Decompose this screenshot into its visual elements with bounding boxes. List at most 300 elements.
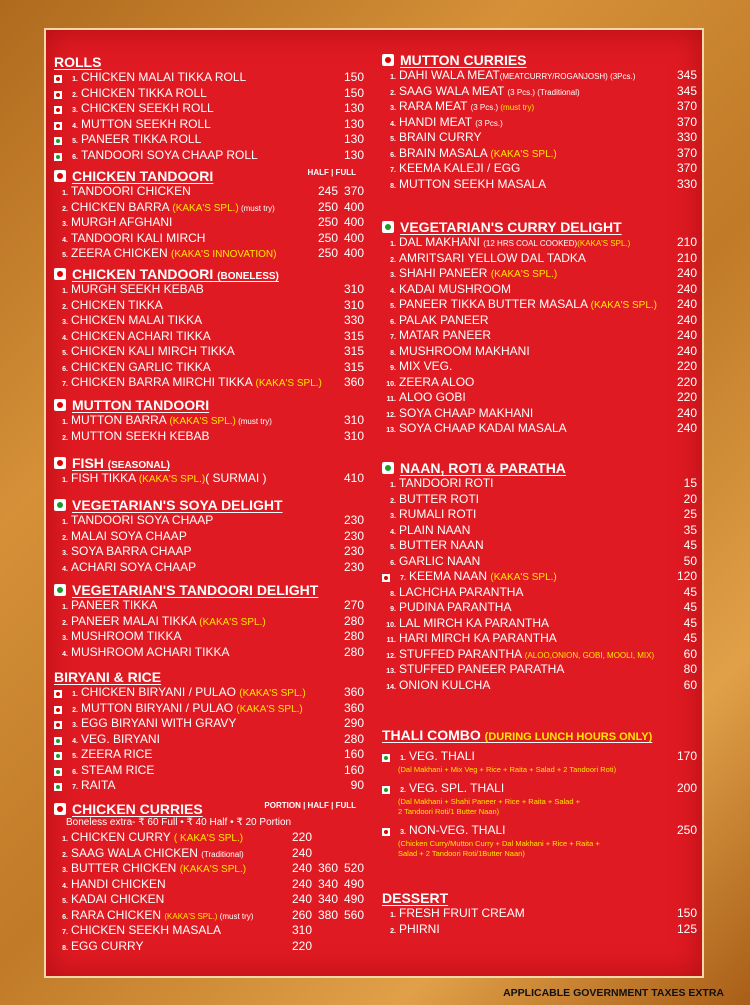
item-price: 370 [676, 114, 697, 129]
section-title [72, 582, 318, 598]
item-price: 370 [676, 161, 697, 175]
item-name: VEG. SPL. THALI [409, 781, 505, 795]
menu-item [382, 99, 697, 115]
menu-item [382, 616, 697, 632]
item-name [399, 130, 659, 144]
menu-item [382, 678, 697, 694]
item-number: 3. [62, 867, 68, 874]
item-name [81, 117, 326, 131]
item-number: 6. [62, 913, 68, 921]
menu-item [54, 892, 364, 908]
item-name-text: CHICKEN BARRA [71, 199, 173, 214]
item-name-text: SAAG WALA CHICKEN [71, 845, 202, 860]
item-name-text: CHICKEN MALAI TIKKA [71, 313, 203, 327]
item-number: 7. [390, 167, 396, 174]
section-chicken-curries [54, 801, 364, 954]
thali-description: (Chicken Curry/Mutton Curry + Dal Makhani + Rice + Raita + [398, 839, 600, 848]
item-name [71, 560, 326, 574]
item-number: 7. [390, 334, 396, 341]
menu-item [54, 429, 364, 445]
section-title [72, 801, 203, 817]
item-price: 250 [317, 230, 338, 245]
thali-item [382, 823, 697, 859]
item-special: (KAKA'S SPL.) [138, 474, 206, 485]
item-name [71, 375, 326, 389]
item-note: (3 Pcs.) [475, 118, 503, 128]
non-veg-icon [54, 399, 66, 411]
item-number: 7. [72, 784, 78, 791]
item-name [399, 662, 659, 676]
menu-item [382, 115, 697, 131]
item-number: 1. [62, 519, 68, 526]
item-number: 2. [62, 534, 68, 542]
item-name [71, 939, 274, 953]
section-title [54, 54, 101, 70]
item-note: (3 Pcs.) (Traditional) [507, 87, 580, 97]
item-name-text: VEG. BIRYANI [81, 731, 160, 746]
item-price: 340 [317, 892, 338, 906]
thali-description: (Dal Makhani + Mix Veg + Rice + Raita + Salad + 2 Tandoori Roti) [398, 765, 617, 774]
item-name-text: ZEERA CHICKEN [71, 246, 172, 260]
item-price: 400 [343, 246, 364, 260]
section-header [382, 890, 697, 906]
item-name-text: ZEERA ALOO [399, 374, 475, 389]
item-price: 280 [343, 613, 364, 628]
item-number: 4. [62, 882, 68, 890]
menu-item [382, 68, 697, 84]
menu-item [54, 375, 364, 391]
item-name [399, 616, 659, 630]
item-number: 3. [390, 513, 396, 520]
item-number: 3. [72, 722, 78, 729]
item-price: 315 [343, 328, 364, 343]
price-columns-header: HALF | FULL [307, 168, 356, 177]
menu-item [54, 329, 364, 345]
menu-item [382, 631, 697, 647]
veg-mark-icon [54, 768, 62, 776]
menu-item [54, 877, 364, 893]
menu-item [54, 923, 364, 939]
item-number: 1. [390, 912, 396, 919]
item-number: 9. [390, 606, 396, 613]
item-name [71, 598, 326, 612]
item-name-text: HANDI CHICKEN [71, 876, 166, 891]
veg-icon [382, 221, 394, 233]
item-name-text: CHICKEN BARRA MIRCHI TIKKA [71, 375, 256, 389]
non-veg-mark-icon [382, 828, 390, 836]
non-veg-mark-icon [54, 690, 62, 698]
item-price: 250 [676, 823, 697, 837]
non-veg-icon [54, 170, 66, 182]
item-price: 310 [343, 282, 364, 296]
section-chicken-tandoori-boneless [54, 266, 364, 391]
item-number: 12. [386, 652, 396, 660]
item-name [399, 390, 659, 404]
item-name-text: MUTTON SEEKH KEBAB [71, 428, 210, 443]
item-number: 8. [390, 182, 396, 190]
section-title [72, 266, 279, 282]
item-price: 220 [676, 374, 697, 389]
menu-item [54, 148, 364, 164]
item-number: 2. [390, 927, 396, 935]
section-title-text: ROLLS [54, 54, 102, 70]
section-title [72, 397, 209, 413]
menu-item [382, 421, 697, 437]
item-name [399, 406, 659, 420]
item-number: 2. [400, 787, 406, 794]
section-title-text: MUTTON TANDOORI [72, 397, 210, 413]
item-name [71, 846, 274, 860]
menu-item [54, 344, 364, 360]
item-price: 240 [676, 343, 697, 358]
item-price: 45 [683, 631, 697, 645]
item-name [399, 678, 659, 692]
menu-item [54, 200, 364, 216]
item-special: (KAKA'S SPL.) [490, 572, 557, 583]
item-name-text: MURGH SEEKH KEBAB [71, 282, 204, 296]
menu-item [382, 266, 697, 282]
item-number: 13. [386, 668, 396, 675]
item-price: 220 [291, 830, 312, 844]
item-name [71, 861, 274, 875]
item-name-text: MATAR PANEER [399, 328, 492, 342]
item-special: (KAKA'S SPL.) [179, 864, 247, 875]
item-price: 240 [291, 876, 312, 891]
item-name [399, 922, 659, 936]
section-rolls [54, 54, 364, 163]
item-name-text: STEAM RICE [81, 762, 155, 777]
item-special: (must try) [498, 103, 535, 112]
item-number: 1. [390, 241, 396, 248]
item-name [71, 645, 326, 659]
item-number: 4. [72, 737, 78, 745]
menu-item [382, 476, 697, 492]
menu-item [382, 235, 697, 251]
menu-item [382, 569, 697, 585]
veg-icon [382, 462, 394, 474]
section-header [54, 266, 364, 282]
item-special: (KAKA'S SPL.) [164, 911, 218, 921]
item-name [71, 830, 274, 844]
item-price: 310 [343, 413, 364, 427]
item-number: 9. [390, 365, 396, 372]
menu-item [382, 585, 697, 601]
item-number: 2. [62, 851, 68, 859]
item-name: VEG. THALI [409, 749, 475, 763]
item-name [71, 513, 326, 527]
item-name: NON-VEG. THALI [409, 823, 506, 837]
item-price: 520 [343, 861, 364, 875]
item-name-text: CHICKEN BIRYANI / PULAO [81, 685, 240, 699]
item-price: 230 [343, 544, 364, 558]
menu-item [54, 184, 364, 200]
item-name-text: PUDINA PARANTHA [399, 600, 512, 614]
item-number: 10. [386, 380, 396, 388]
item-name-text: BRAIN MASALA [399, 145, 491, 160]
menu-item [54, 908, 364, 924]
item-name-text: RARA MEAT [399, 99, 471, 113]
item-name-text: ALOO GOBI [399, 390, 466, 404]
item-number: 1. [390, 74, 396, 81]
item-number: 3. [400, 829, 406, 836]
veg-mark-icon [54, 153, 62, 161]
item-number: 12. [386, 411, 396, 419]
item-price: 230 [343, 559, 364, 574]
item-price: 250 [317, 199, 338, 214]
item-name [399, 115, 659, 129]
item-price: 15 [683, 476, 697, 490]
item-price: 60 [683, 646, 697, 661]
menu-item [54, 685, 364, 701]
item-number: 3. [72, 107, 78, 114]
item-name-text: MUSHROOM ACHARI TIKKA [71, 644, 230, 659]
item-name-text: CHICKEN GARLIC TIKKA [71, 359, 211, 374]
item-number: 3. [62, 635, 68, 642]
item-number: 2. [72, 91, 78, 99]
menu-item [54, 471, 364, 487]
item-name-text: PALAK PANEER [399, 312, 489, 327]
item-number: 4. [62, 650, 68, 658]
item-number: 3. [62, 550, 68, 557]
item-name [71, 877, 274, 891]
menu-item [54, 215, 364, 231]
item-price: 240 [676, 266, 697, 280]
item-name [399, 99, 659, 113]
item-number: 2. [390, 89, 396, 97]
item-number: 1. [62, 190, 68, 197]
item-price: 380 [317, 907, 338, 922]
item-price: 345 [676, 83, 697, 98]
item-price: 370 [676, 145, 697, 160]
item-name-text: KEEMA KALEJI / EGG [399, 161, 521, 175]
item-price: 490 [343, 876, 364, 891]
item-name-text: BUTTER NAAN [399, 538, 484, 552]
item-name-text: RAITA [81, 778, 116, 792]
non-veg-mark-icon [382, 574, 390, 582]
item-number: 13. [386, 427, 396, 434]
item-price: 240 [676, 281, 697, 296]
item-name [399, 146, 659, 160]
item-name [81, 101, 326, 115]
item-price: 45 [683, 600, 697, 614]
item-name-text: PHIRNI [399, 921, 440, 936]
item-number: 11. [386, 396, 396, 403]
item-name-text: KADAI MUSHROOM [399, 281, 512, 296]
section-soya [54, 497, 364, 575]
item-price: 150 [676, 906, 697, 920]
menu-item [54, 544, 364, 560]
section-title [400, 460, 566, 476]
section-header [382, 727, 697, 743]
menu-item [382, 390, 697, 406]
item-name-text: SHAHI PANEER [399, 266, 491, 280]
item-name [399, 507, 659, 521]
menu-item [54, 86, 364, 102]
item-special: (ALOO,ONION, GOBI, MOOLI, MIX) [524, 650, 655, 660]
item-name [71, 892, 274, 906]
item-special: (KAKA'S SPL.) [590, 300, 658, 311]
item-note: (must try) [217, 911, 254, 921]
section-subtitle: (SEASONAL) [107, 460, 171, 471]
menu-item [382, 406, 697, 422]
menu-item [382, 313, 697, 329]
item-name [399, 161, 659, 175]
section-veg-tandoori [54, 582, 364, 660]
section-header [54, 497, 364, 513]
item-name-text: PANEER MALAI TIKKA [71, 613, 200, 628]
item-price: 230 [343, 528, 364, 543]
item-number: 5. [390, 544, 396, 551]
menu-item [382, 161, 697, 177]
menu-item [382, 906, 697, 922]
item-price: 560 [343, 907, 364, 922]
item-name [81, 685, 326, 699]
section-title [72, 168, 213, 184]
section-mutton-curries [382, 52, 697, 192]
menu-item [54, 861, 364, 877]
item-name [399, 235, 659, 249]
item-price: 310 [343, 428, 364, 443]
item-name [399, 523, 659, 537]
item-number: 7. [62, 381, 68, 388]
item-number: 6. [390, 318, 396, 326]
item-number: 1. [62, 604, 68, 611]
item-special: (KAKA'S SPL.) [239, 688, 306, 699]
item-price: 20 [683, 491, 697, 506]
item-number: 2. [62, 303, 68, 311]
item-name-text: KADAI CHICKEN [71, 892, 165, 906]
item-name-text: ZEERA RICE [81, 747, 153, 761]
item-price: 330 [343, 313, 364, 327]
item-number: 4. [390, 287, 396, 295]
section-subtitle: (BONELESS) [217, 271, 279, 282]
item-name-text: CHICKEN MALAI TIKKA ROLL [81, 70, 247, 84]
menu-item [54, 298, 364, 314]
item-name-text: TANDOORI ROTI [399, 476, 494, 490]
item-note: (12 HRS COAL COOKED) [483, 239, 578, 248]
item-name-text: KEEMA NAAN [409, 569, 491, 583]
non-veg-icon [54, 268, 66, 280]
item-note: (Traditional) [201, 849, 244, 859]
item-name [81, 732, 326, 746]
section-title-text: DESSERT [382, 890, 449, 906]
item-price: 60 [683, 677, 697, 692]
menu-item [54, 598, 364, 614]
item-name-text: AMRITSARI YELLOW DAL TADKA [399, 250, 586, 265]
item-name-text: STUFFED PANEER PARATHA [399, 662, 565, 676]
section-header [54, 54, 364, 70]
item-name [81, 148, 326, 162]
item-name-text: MIX VEG. [399, 359, 453, 373]
item-name [399, 538, 659, 552]
item-price: 340 [317, 876, 338, 891]
section-title [400, 52, 527, 68]
section-header [54, 582, 364, 598]
item-price: 220 [676, 390, 697, 404]
item-number: 5. [390, 136, 396, 143]
item-name [399, 177, 659, 191]
menu-item [54, 231, 364, 247]
item-price: 330 [676, 176, 697, 191]
item-name-text: TANDOORI SOYA CHAAP [71, 513, 214, 527]
non-veg-mark-icon [54, 75, 62, 83]
section-title-text: BIRYANI & RICE [54, 669, 162, 685]
section-thali [382, 727, 697, 865]
menu-item [382, 922, 697, 938]
item-special: (KAKA'S SPL.) [169, 416, 236, 427]
menu-item [54, 830, 364, 846]
section-veg-curry [382, 219, 697, 437]
section-title-text: VEGETARIAN'S TANDOORI DELIGHT [72, 582, 319, 598]
item-name-text: MUTTON BIRYANI / PULAO [81, 700, 237, 715]
item-name-text: HANDI MEAT [399, 114, 476, 129]
non-veg-mark-icon [54, 706, 62, 714]
item-name [71, 282, 326, 296]
item-price: 120 [676, 569, 697, 583]
section-header [382, 52, 697, 68]
item-price: 220 [676, 359, 697, 373]
item-name-text: GARLIC NAAN [399, 553, 481, 568]
section-title-text: VEGETARIAN'S SOYA DELIGHT [72, 497, 283, 513]
section-header [54, 801, 364, 817]
item-price: 210 [676, 250, 697, 265]
section-dessert [382, 890, 697, 937]
non-veg-mark-icon [54, 122, 62, 130]
item-number: 5. [72, 138, 78, 145]
menu-item [382, 344, 697, 360]
section-naan [382, 460, 697, 693]
menu-item [382, 375, 697, 391]
item-number: 6. [390, 559, 396, 567]
item-price: 160 [343, 762, 364, 777]
menu-item [382, 177, 697, 193]
item-price: 125 [676, 921, 697, 936]
item-price: 310 [291, 923, 312, 937]
item-price: 35 [683, 522, 697, 537]
item-number: 4. [72, 122, 78, 130]
item-name [399, 906, 659, 920]
item-number: 1. [62, 477, 68, 484]
item-name [71, 246, 300, 260]
item-name-text: PANEER TIKKA ROLL [81, 132, 202, 146]
item-price: 270 [343, 598, 364, 612]
item-note: (must try) [238, 203, 275, 213]
item-special: (KAKA'S SPL.) [577, 239, 631, 248]
item-name-text: FISH TIKKA [71, 471, 139, 485]
item-name-text: PANEER TIKKA BUTTER MASALA [399, 297, 591, 311]
item-name-text: RUMALI ROTI [399, 507, 477, 521]
item-price: 45 [683, 584, 697, 599]
item-name [399, 492, 659, 506]
item-number: 11. [386, 637, 396, 644]
menu-item [54, 70, 364, 86]
item-number: 2. [72, 706, 78, 714]
item-price: 360 [343, 700, 364, 715]
menu-item [382, 84, 697, 100]
item-name-text: CHICKEN ACHARI TIKKA [71, 328, 211, 343]
item-number: 3. [390, 105, 396, 112]
section-title [72, 455, 170, 471]
item-price: 240 [291, 892, 312, 906]
item-name-text: ONION KULCHA [399, 677, 491, 692]
item-price: 200 [676, 781, 697, 795]
item-price: 250 [317, 246, 338, 260]
item-price: 280 [343, 629, 364, 643]
item-number: 3. [62, 319, 68, 326]
item-name-text: RARA CHICKEN [71, 907, 165, 922]
item-name [71, 413, 326, 427]
item-name [71, 231, 300, 245]
